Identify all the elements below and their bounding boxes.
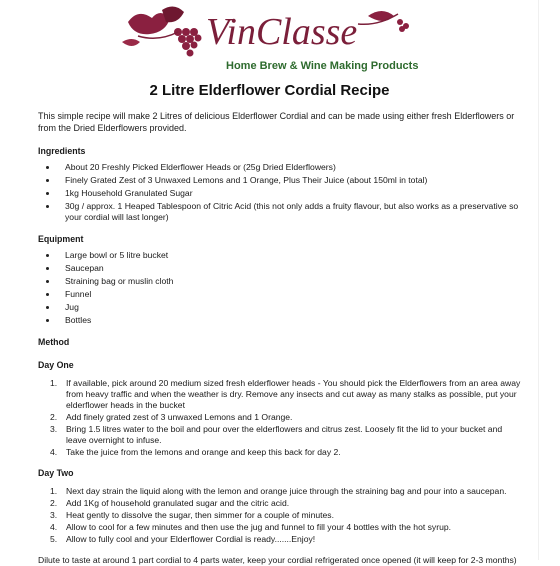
equipment-list [38, 250, 524, 326]
brand-name: VinClasse [206, 11, 358, 53]
list-item: Bottles [38, 315, 524, 326]
list-item: 2. Add 1Kg of household granulated sugar and the citric acid. [50, 498, 290, 508]
list-item: Jug [38, 302, 524, 313]
day-one-steps [38, 378, 524, 458]
list-item: Funnel [38, 289, 524, 300]
list-item: 4. Take the juice from the lemons and orange and keep this back for day 2. [50, 447, 341, 457]
list-item: 1. If available, pick around 20 medium sized fresh elderflower heads - You should pick the Elderflowers from an area away from heavy traffic and when the weather is dry. Remove any insects and cut away as many stalks as possible, put your elderflower heads in the bucket [50, 378, 521, 410]
brand-tagline: Home Brew & Wine Making Products [226, 60, 419, 72]
day-two-steps [38, 486, 524, 545]
list-item: Straining bag or muslin cloth [38, 276, 524, 287]
list-item: Saucepan [38, 263, 524, 274]
list-item: 2. Add finely grated zest of 3 unwaxed Lemons and 1 Orange. [50, 412, 293, 422]
page-margin [538, 0, 560, 560]
list-item: 3. Bring 1.5 litres water to the boil and pour over the elderflowers and citrus zest. Loosely fit the lid to your bucket and leave overnight to infuse. [50, 424, 503, 445]
equipment-heading: Equipment [38, 234, 84, 244]
list-item: 4. Allow to cool for a few minutes and then use the jug and funnel to fill your 4 bottles with the hot syrup. [50, 522, 452, 532]
list-item: Finely Grated Zest of 3 Unwaxed Lemons and 1 Orange, Plus Their Juice (about 150ml in total) [38, 175, 524, 186]
intro-paragraph: This simple recipe will make 2 Litres of delicious Elderflower Cordial and can be made using either fresh Elderflowers or from the Dried Elderflowers provided. [38, 111, 515, 133]
list-item: 3. Heat gently to dissolve the sugar, then simmer for a couple of minutes. [50, 510, 334, 520]
list-item: 30g / approx. 1 Heaped Tablespoon of Citric Acid (this not only adds a fruity flavour, but also works as a preservative so your cordial will last longer) [38, 201, 524, 223]
closing-paragraph: Dilute to taste at around 1 part cordial to 4 parts water, keep your cordial refrigerated once opened (it will keep for 2-3 months) [38, 555, 517, 565]
page-title: 2 Litre Elderflower Cordial Recipe [149, 82, 390, 99]
ingredients-list [38, 162, 524, 223]
method-heading: Method [38, 337, 70, 347]
list-item: Large bowl or 5 litre bucket [38, 250, 524, 261]
day-two-heading: Day Two [38, 468, 74, 478]
list-item: 1. Next day strain the liquid along with the lemon and orange juice through the straining bag and pour into a saucepan. [50, 486, 507, 496]
list-item: 1kg Household Granulated Sugar [38, 188, 524, 199]
recipe-body [38, 110, 524, 566]
day-one-heading: Day One [38, 360, 74, 370]
vinclasse-logo [118, 2, 418, 80]
list-item: About 20 Freshly Picked Elderflower Heads or (25g Dried Elderflowers) [38, 162, 524, 173]
list-item: 5. Allow to fully cool and your Elderflower Cordial is ready.......Enjoy! [50, 534, 316, 544]
ingredients-heading: Ingredients [38, 146, 86, 156]
